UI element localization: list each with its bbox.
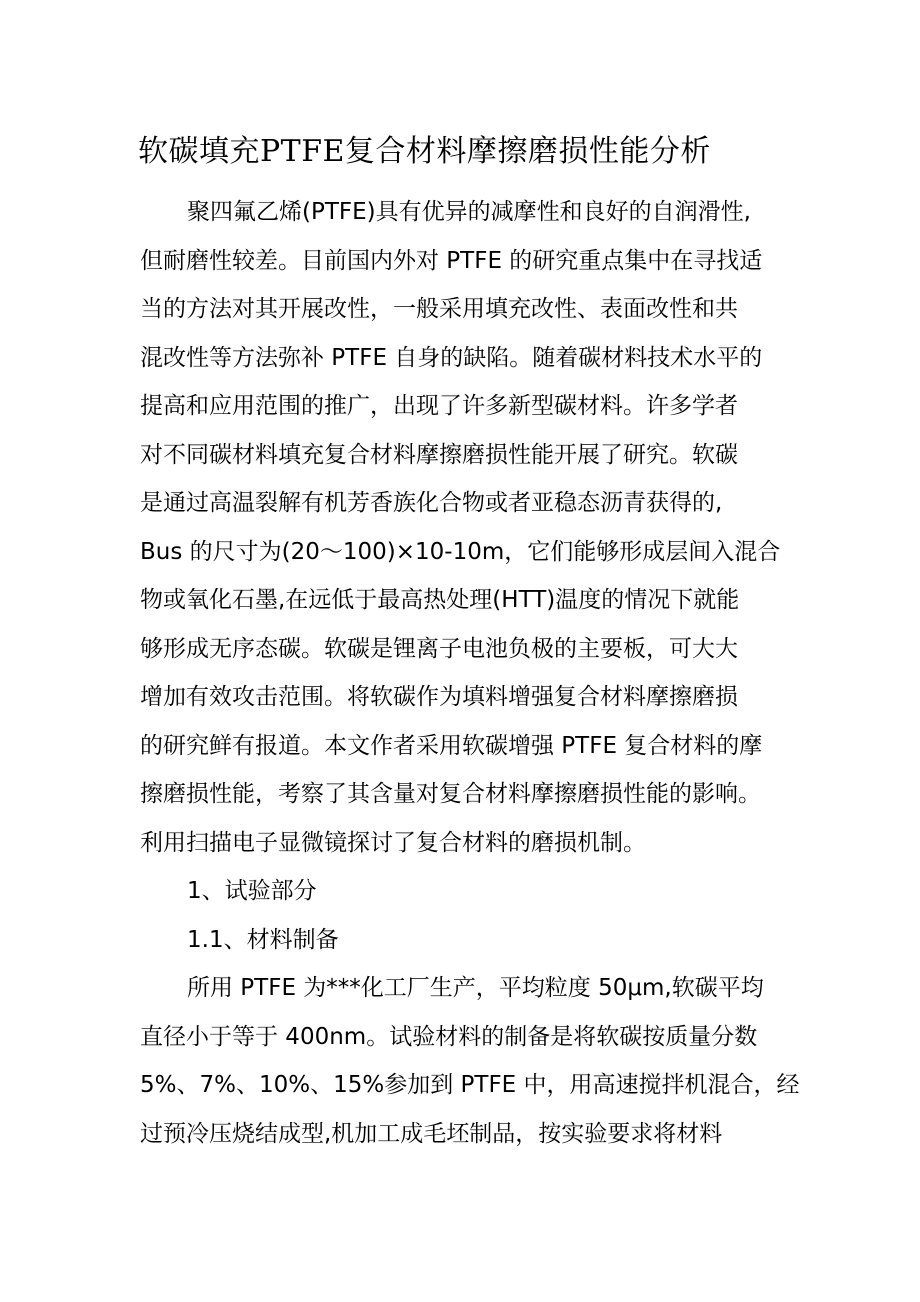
paragraph-line: 聚四氟乙烯(PTFE)具有优异的减摩性和良好的自润滑性, <box>187 199 751 225</box>
paragraph-line: 直径小于等于 400nm。试验材料的制备是将软碳按质量分数 <box>140 1023 758 1050</box>
paragraph-line: 增加有效攻击范围。将软碳作为填料增强复合材料摩擦磨损 <box>140 684 738 710</box>
paragraph-line: 过预冷压烧结成型,机加工成毛坯制品，按实验要求将材料 <box>140 1120 723 1147</box>
paragraph-line: 物或氧化石墨,在远低于最高热处理(HTT)温度的情况下就能 <box>140 587 740 613</box>
paragraph-line: 5%、7%、10%、15%参加到 PTFE 中，用高速搅拌机混合，经 <box>140 1072 800 1098</box>
paragraph-line: 混改性等方法弥补 PTFE 自身的缺陷。随着碳材料技术水平的 <box>140 344 763 371</box>
paragraph-line: 够形成无序态碳。软碳是锂离子电池负极的主要板，可大大 <box>140 635 738 662</box>
subsection-heading: 1.1、材料制备 <box>187 926 339 953</box>
paragraph-line: 的研究鲜有报道。本文作者采用软碳增强 PTFE 复合材料的摩 <box>140 732 763 759</box>
paragraph-line: 是通过高温裂解有机芳香族化合物或者亚稳态沥青获得的, <box>140 490 723 516</box>
paragraph-line: 利用扫描电子显微镜探讨了复合材料的磨损机制。 <box>140 829 646 856</box>
section-heading: 1、试验部分 <box>187 878 317 904</box>
paragraph-line: 对不同碳材料填充复合材料摩擦磨损性能开展了研究。软碳 <box>140 441 738 468</box>
paragraph-line: 所用 PTFE 为***化工厂生产，平均粒度 50μm,软碳平均 <box>187 975 764 1001</box>
paragraph-line: 但耐磨性较差。目前国内外对 PTFE 的研究重点集中在寻找适 <box>140 247 763 274</box>
document-title: 软碳填充PTFE复合材料摩擦磨损性能分析 <box>138 134 711 169</box>
paragraph-line: Bus 的尺寸为(20～100)×10-10m，它们能够形成层间入混合 <box>140 538 781 565</box>
paragraph-line: 提高和应用范围的推广，出现了许多新型碳材料。许多学者 <box>140 393 738 419</box>
paragraph-line: 当的方法对其开展改性，一般采用填充改性、表面改性和共 <box>140 296 738 322</box>
paragraph-line: 擦磨损性能，考察了其含量对复合材料摩擦磨损性能的影响。 <box>140 781 761 807</box>
document-body <box>140 188 800 1158</box>
